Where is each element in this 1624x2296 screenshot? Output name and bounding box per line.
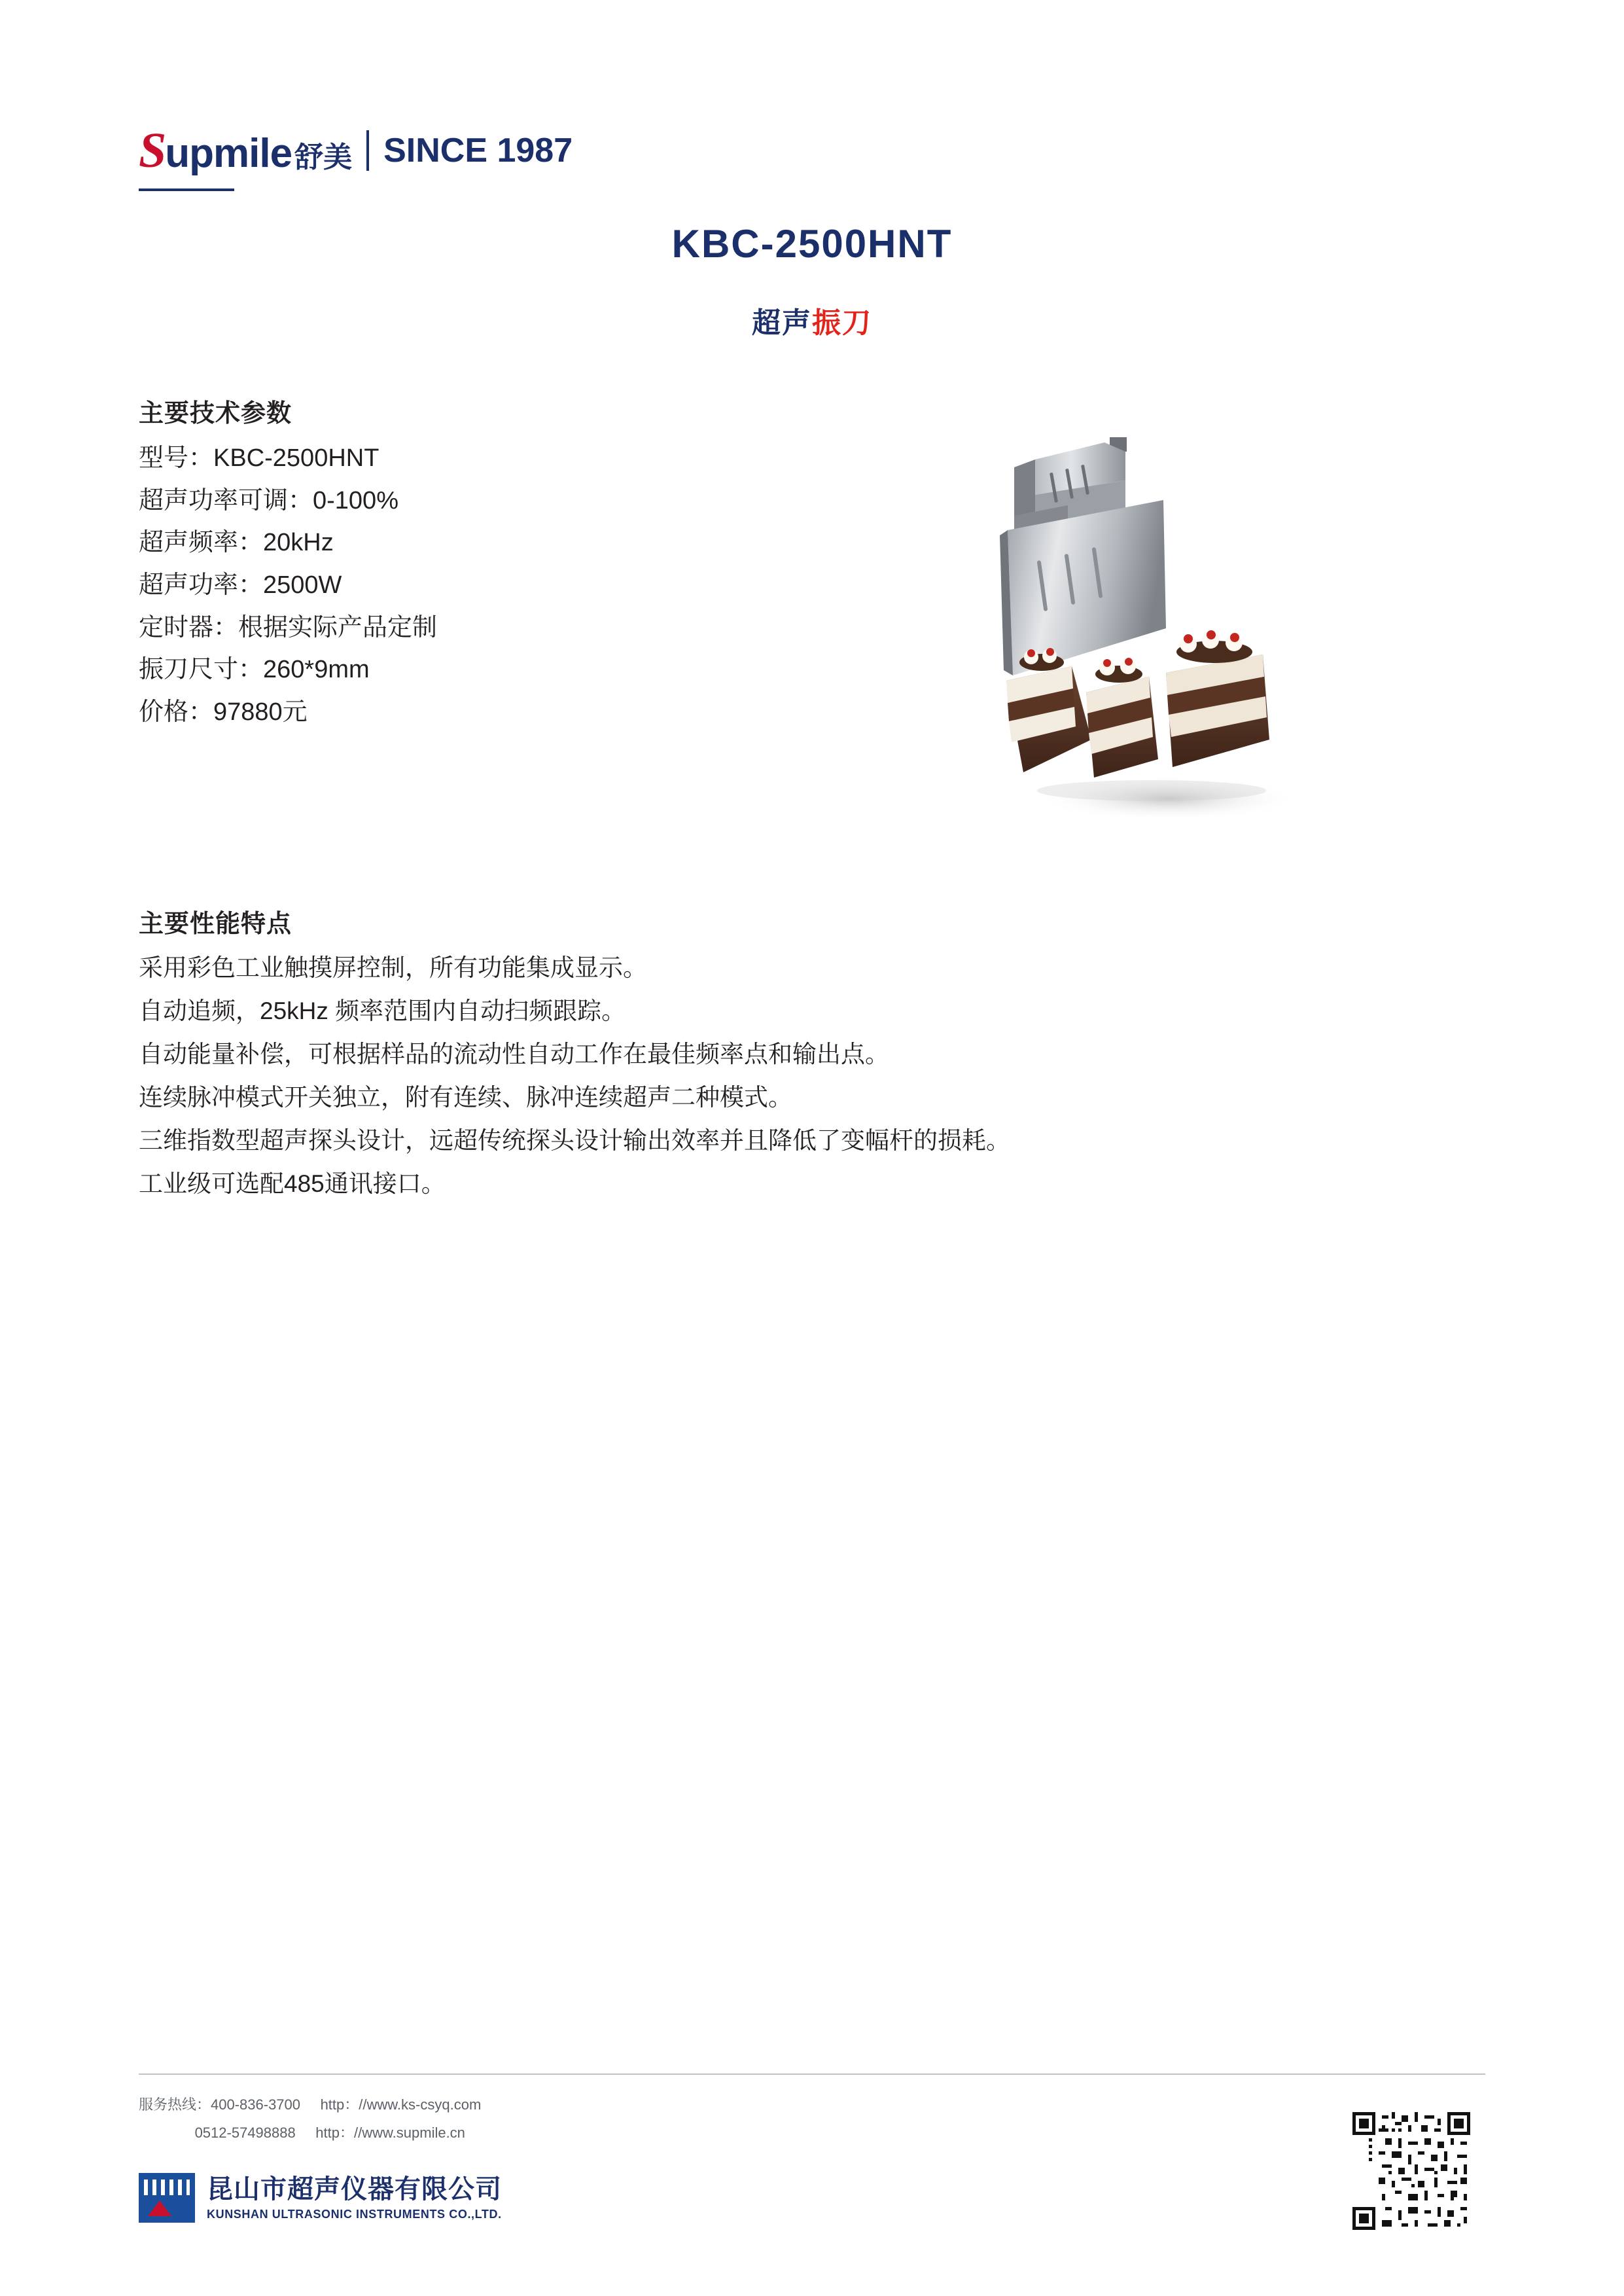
logo-since-text: SINCE 1987 (383, 132, 573, 170)
feature-section-heading: 主要性能特点 (139, 910, 292, 938)
list-item: 自动追频，25kHz 频率范围内自动扫频跟踪。 (139, 997, 626, 1025)
list-item: 定时器：根据实际产品定制 (139, 613, 438, 641)
subtitle-segment-blue: 超声 (752, 307, 812, 339)
list-item: 超声功率可调：0-100% (139, 486, 398, 514)
footer-contact-line-2: 0512-57498888 http：//www.supmile.cn (139, 2124, 465, 2141)
header-underline (139, 188, 234, 191)
list-item: 型号：KBC-2500HNT (139, 444, 380, 472)
logo-wordmark: upmile (165, 131, 292, 176)
logo-s-letter: S (139, 123, 166, 178)
feature-list (139, 952, 1382, 1212)
list-item: 工业级可选配485通讯接口。 (139, 1170, 446, 1198)
spec-section-heading: 主要技术参数 (139, 400, 292, 427)
list-item: 价格：97880元 (139, 698, 308, 726)
logo-divider (366, 130, 369, 171)
company-mark-icon (139, 2173, 195, 2223)
list-item: 超声功率：2500W (139, 571, 342, 599)
footer-company-logo (139, 2173, 502, 2223)
company-name-en: KUNSHAN ULTRASONIC INSTRUMENTS CO.,LTD. (207, 2207, 502, 2221)
product-photo (995, 432, 1335, 857)
footer-contact-info (139, 2091, 481, 2147)
logo-chinese-name: 舒美 (294, 141, 353, 173)
spec-list (139, 442, 891, 738)
page-title: KBC-2500HNT (671, 222, 953, 266)
list-item: 超声频率：20kHz (139, 529, 334, 557)
company-name-block (207, 2175, 502, 2221)
footer-contact-line-1: 服务热线：400-836-3700 http：//www.ks-csyq.com (139, 2096, 482, 2113)
supmile-logo (139, 123, 353, 178)
product-subtitle (0, 299, 1624, 341)
company-name-cn: 昆山市超声仪器有限公司 (207, 2174, 502, 2204)
brand-header (139, 115, 597, 187)
footer-divider (139, 2073, 1485, 2075)
qr-code-icon (1349, 2109, 1474, 2233)
list-item: 三维指数型超声探头设计，远超传统探头设计输出效率并且降低了变幅杆的损耗。 (139, 1127, 1010, 1155)
list-item: 自动能量补偿，可根据样品的流动性自动工作在最佳频率点和输出点。 (139, 1041, 889, 1068)
list-item: 采用彩色工业触摸屏控制，所有功能集成显示。 (139, 954, 647, 981)
list-item: 连续脉冲模式开关独立，附有连续、脉冲连续超声二种模式。 (139, 1084, 792, 1111)
list-item: 振刀尺寸：260*9mm (139, 656, 370, 684)
subtitle-segment-red: 振刀 (812, 307, 872, 339)
